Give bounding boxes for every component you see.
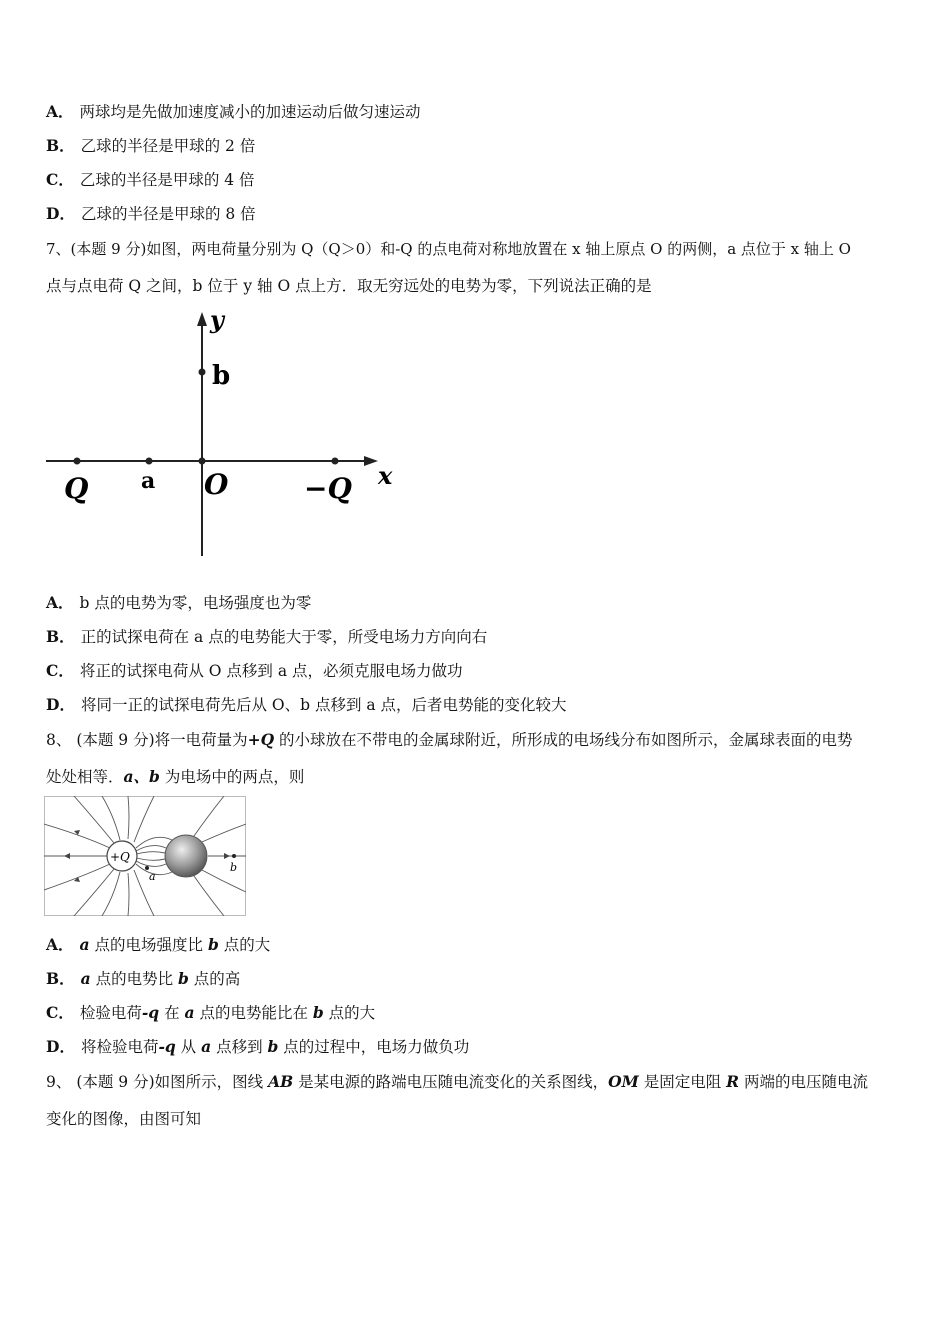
point-o [199,458,206,465]
q9-stem-line2: 变化的图像，由图可知 [46,1110,202,1128]
b-label: b [230,861,238,874]
q8-field-line-figure [44,796,246,916]
q8-option-b: B． a 点的电势比 b 点的高 [46,969,241,988]
y-axis-arrow [197,312,207,326]
q8-option-c: C． 检验电荷-q 在 a 点的电势能比在 b 点的大 [46,1003,376,1022]
point-b [199,369,206,376]
q6-option-a: A． 两球均是先做加速度减小的加速运动后做匀速运动 [46,102,421,121]
q7-option-a: A． b 点的电势为零，电场强度也为零 [46,593,312,612]
x-axis-label: x [378,461,393,490]
q9-stem-line1: 9、 (本题 9 分)如图所示，图线 AB 是某电源的路端电压随电流变化的关系图线，OM 是固定电阻 R 两端的电压随电流 [46,1072,868,1091]
q8-option-d: D． 将检验电荷-q 从 a 点移到 b 点的过程中，电场力做负功 [46,1037,470,1056]
a-label: a [149,870,156,883]
q7-option-d: D． 将同一正的试探电荷先后从 O、b 点移到 a 点，后者电势能的变化较大 [46,695,567,714]
q6-option-d: D． 乙球的半径是甲球的 8 倍 [46,204,256,223]
q7-stem-line2: 点与点电荷 Q 之间，b 位于 y 轴 O 点上方．取无穷远处的电势为零，下列说法正确的是 [46,277,652,295]
q6-option-b: B． 乙球的半径是甲球的 2 倍 [46,136,256,155]
q-label: Q [64,472,89,505]
neg-q-label: −Q [304,472,352,505]
q6-option-c: C． 乙球的半径是甲球的 4 倍 [46,170,255,189]
b-label: b [212,361,231,391]
y-axis-label: y [210,306,224,334]
q8-option-a: A． a 点的电场强度比 b 点的大 [46,935,271,954]
q7-stem-line1: 7、(本题 9 分)如图，两电荷量分别为 Q（Q＞0）和-Q 的点电荷对称地放置在 x 轴上原点 O 的两侧，a 点位于 x 轴上 O [46,240,851,258]
x-axis-arrow [364,456,378,466]
point-a [146,458,153,465]
q7-axis-figure [44,306,394,562]
q7-option-c: C． 将正的试探电荷从 O 点移到 a 点，必须克服电场力做功 [46,661,463,680]
point-b [232,854,236,858]
q8-stem-line2: 处处相等．a、b 为电场中的两点，则 [46,767,305,786]
q7-option-b: B． 正的试探电荷在 a 点的电势能大于零，所受电场力方向向右 [46,627,488,646]
point-neg-q [332,458,339,465]
metal-sphere [165,835,207,877]
point-q [74,458,81,465]
q8-stem-line1: 8、 (本题 9 分)将一电荷量为+Q 的小球放在不带电的金属球附近，所形成的电场线分布如图所示，金属球表面的电势 [46,730,853,749]
a-label: a [141,468,156,494]
o-label: O [204,468,229,501]
charge-label: +Q [110,850,130,864]
